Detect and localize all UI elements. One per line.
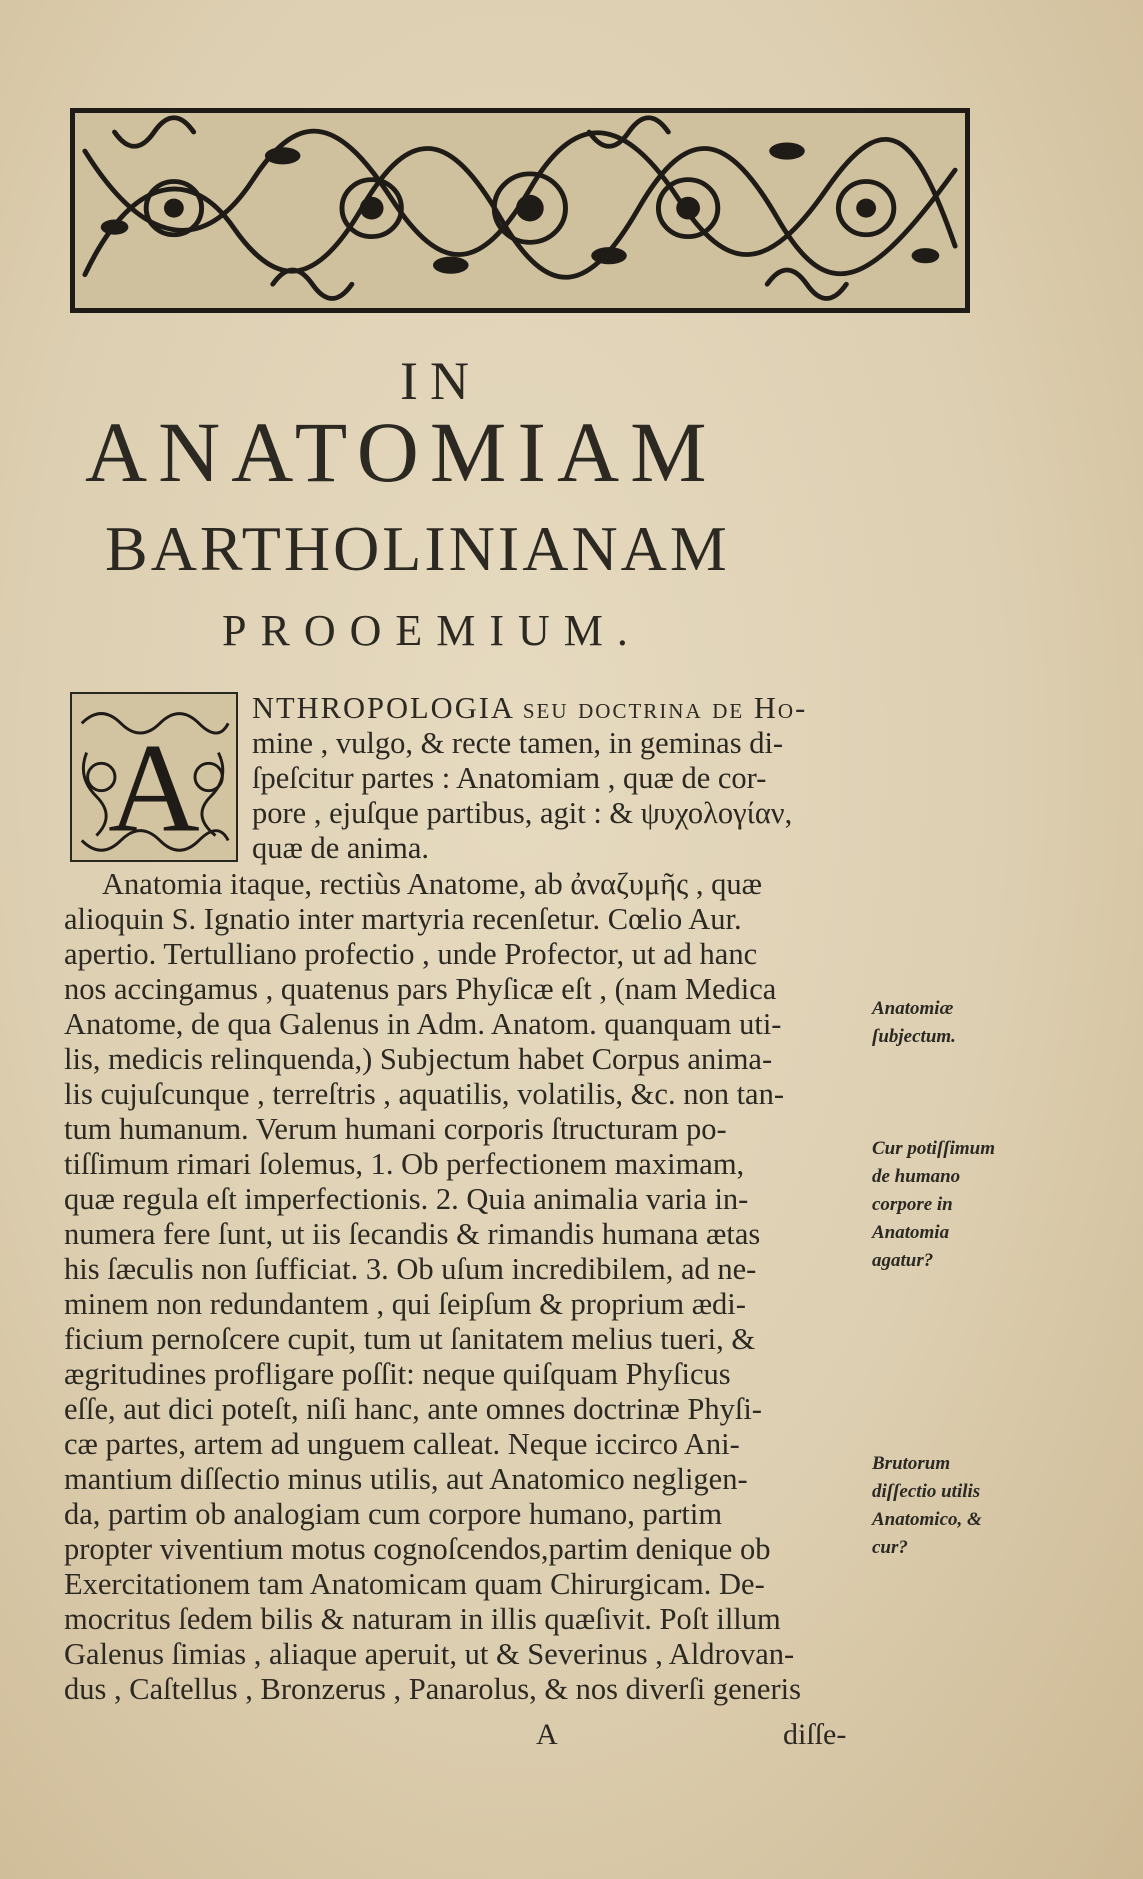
body-line-28: Galenus ſimias , aliaque aperuit, ut & Severinus , Aldrovan- <box>64 1637 795 1671</box>
body-line-21: eſſe, aut dici poteſt, niſi hanc, ante omnes doctrinæ Phyſi- <box>64 1392 762 1426</box>
body-line-23: mantium diſſectio minus utilis, aut Anatomico negligen- <box>64 1462 748 1496</box>
body-line-12: lis cujuſcunque , terreſtris , aquatilis, volatilis, &c. non tan- <box>64 1077 784 1111</box>
body-line-29: dus , Caſtellus , Bronzerus , Panarolus, & nos diverſi generis <box>64 1672 801 1706</box>
body-line-18: minem non redundantem , qui ſeipſum & proprium ædi- <box>64 1287 746 1321</box>
headpiece-foliage-icon <box>75 113 965 308</box>
title-line-4: PROOEMIUM. <box>222 606 642 655</box>
marginal-note-2: Cur potiſſimum de humano corpore in Anatomia agatur? <box>872 1138 995 1271</box>
body-line-11: lis, medicis relinquenda,) Subjectum habet Corpus anima- <box>64 1042 773 1076</box>
marginal-note-1: Anatomiæ ſubjectum. <box>872 998 956 1047</box>
body-line-26: Exercitationem tam Anatomicam quam Chirurgicam. De- <box>64 1567 765 1601</box>
signature-mark: A <box>536 1718 558 1751</box>
body-line-14: tiſſimum rimari ſolemus, 1. Ob perfectionem maximam, <box>64 1147 745 1181</box>
body-line-2: mine , vulgo, & recte tamen, in geminas di- <box>252 726 784 760</box>
decorated-initial <box>70 692 238 862</box>
catchword: diſſe- <box>783 1718 847 1751</box>
body-line-22: cæ partes, artem ad unguem calleat. Neque iccirco Ani- <box>64 1427 740 1461</box>
body-line-17: his ſæculis non ſufficiat. 3. Ob uſum incredibilem, ad ne- <box>64 1252 757 1286</box>
body-line-13: tum humanum. Verum humani corporis ſtructuram po- <box>64 1112 727 1146</box>
body-line-4: pore , ejuſque partibus, agit : & ψυχολογίαν, <box>252 796 793 830</box>
body-line-5: quæ de anima. <box>252 831 430 865</box>
body-line-6: Anatomia itaque, rectiùs Anatome, ab ἀναζυμῆς , quæ <box>102 867 762 901</box>
body-line-15: quæ regula eſt imperfectionis. 2. Quia animalia varia in- <box>64 1182 749 1216</box>
body-line-7: alioquin S. Ignatio inter martyria recenſetur. Cœlio Aur. <box>64 902 742 936</box>
body-line-8: apertio. Tertulliano profectio , unde Profector, ut ad hanc <box>64 937 758 971</box>
title-line-1: IN <box>400 351 481 411</box>
body-line-1: NTHROPOLOGIA ſeu doctrina de Ho- <box>252 691 808 725</box>
body-line-25: propter viventium motus cognoſcendos,partim denique ob <box>64 1532 771 1566</box>
body-line-16: numera fere ſunt, ut iis ſecandis & rimandis humana ætas <box>64 1217 761 1251</box>
body-line-27: mocritus ſedem bilis & naturam in illis quæſivit. Poſt illum <box>64 1602 781 1636</box>
body-line-9: nos accingamus , quatenus pars Phyſicæ eſt , (nam Medica <box>64 972 777 1006</box>
svg-text:A: A <box>108 718 200 859</box>
body-line-24: da, partim ob analogiam cum corpore humano, partim <box>64 1497 723 1531</box>
marginal-note-3: Brutorum diſſectio utilis Anatomico, & cur? <box>872 1453 982 1558</box>
title-line-2: ANATOMIAM <box>85 404 718 500</box>
body-line-20: ægritudines profligare poſſit: neque quiſquam Phyſicus <box>64 1357 731 1391</box>
body-line-3: ſpeſcitur partes : Anatomiam , quæ de cor- <box>252 761 767 795</box>
body-line-19: ficium pernoſcere cupit, tum ut ſanitatem melius tueri, & <box>64 1322 756 1356</box>
decorated-initial-a-icon <box>72 694 236 860</box>
body-line-10: Anatome, de qua Galenus in Adm. Anatom. quanquam uti- <box>64 1007 782 1041</box>
ornamental-headpiece <box>70 108 970 313</box>
title-line-3: BARTHOLINIANAM <box>105 513 730 584</box>
